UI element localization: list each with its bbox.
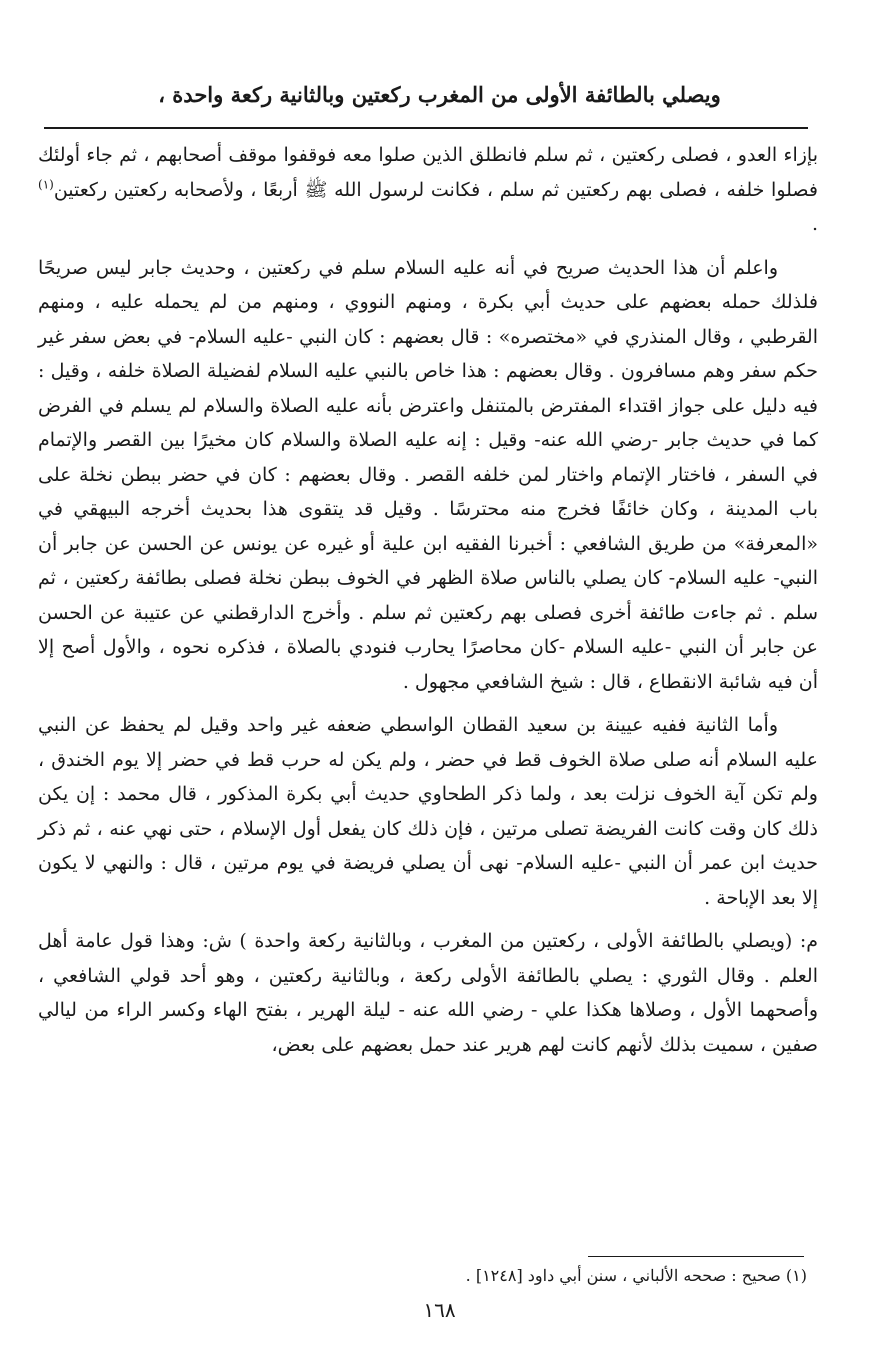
footnote: (١) صحيح : صححه الألباني ، سنن أبي داود [١٢٤٨] .	[465, 1266, 807, 1285]
header-divider	[44, 127, 808, 129]
paragraph-1	[38, 138, 818, 242]
paragraph-4-text: وهذا قول عامة أهل العلم . وقال الثوري : يصلي بالطائفة الأولى ركعة ، وبالثانية ركعتين ، وهو أحد قولي الشافعي ، وأصحهما الأول ، وصلاها هكذا علي - رضي الله عنه - ليلة الهرير ، بفتح الهاء وكسر الراء من ليالي صفين ، سميت بذلك لأنهم كانت لهم هرير عند حمل بعضهم على بعض،	[38, 930, 818, 1056]
footnote-divider	[588, 1256, 804, 1257]
page-number: ١٦٨	[423, 1298, 456, 1322]
body-text	[38, 138, 818, 1062]
paragraph-1-end: .	[811, 213, 818, 235]
paragraph-4	[38, 924, 818, 1062]
paragraph-1-text: بإزاء العدو ، فصلى ركعتين ، ثم سلم فانطلق الذين صلوا معه فوقفوا موقف أصحابهم ، ثم جاء أولئك فصلوا خلفه ، فصلى بهم ركعتين ثم سلم ، فكانت لرسول الله ﷺ أربعًا ، ولأصحابه ركعتين ركعتين	[38, 144, 818, 201]
footnote-reference: (١)	[38, 177, 54, 192]
paragraph-2: واعلم أن هذا الحديث صريح في أنه عليه السلام سلم في ركعتين ، وحديث جابر ليس صريحًا فلذلك حمله بعضهم على حديث أبي بكرة ، ومنهم النووي ، ومنهم من لم يحمله عليه ، ومنهم القرطبي ، وقال المنذري في «مختصره» : قال بعضهم : كان النبي -عليه السلام- في بعض سفر غير حكم سفر وهم مسافرون . وقال بعضهم : هذا خاص بالنبي عليه السلام لفضيلة الصلاة خلفه ، وقيل : فيه دليل على جواز اقتداء المفترض بالمتنفل واعترض بأنه عليه الصلاة والسلام لم يسلم في الفرض كما في حديث جابر -رضي الله عنه- وقيل : إنه عليه الصلاة والسلام كان مخيرًا بين القصر والإتمام في السفر ، فاختار الإتمام واختار لمن خلفه القصر . وقال بعضهم : كان في حضر ببطن نخلة على باب المدينة ، وكان خائفًا فخرج منه محترسًا . وقيل قد يتقوى هذا بحديث أخرجه البيهقي في «المعرفة» من طريق الشافعي : أخبرنا الفقيه ابن علية أو غيره عن يونس عن الحسن عن جابر أن النبي- عليه السلام- كان يصلي بالناس صلاة الظهر في الخوف ببطن نخلة فصلى بطائفة ركعتين ، ثم سلم . ثم جاءت طائفة أخرى فصلى بهم ركعتين ثم سلم . وأخرج الدارقطني عن عتيبة عن الحسن عن جابر أن النبي -عليه السلام -كان محاصرًا يحارب فنودي بالصلاة ، فذكره نحوه ، والأول أصح إلا أن فيه شائبة الانقطاع ، قال : شيخ الشافعي مجهول .	[38, 256, 818, 693]
paragraph-4-lead: م: (ويصلي بالطائفة الأولى ، ركعتين من المغرب ، وبالثانية ركعة واحدة ) ش:	[202, 930, 818, 952]
running-header: ويصلي بالطائفة الأولى من المغرب ركعتين وبالثانية ركعة واحدة ،	[158, 82, 721, 107]
paragraph-3: وأما الثانية ففيه عيينة بن سعيد القطان الواسطي ضعفه غير واحد وقيل لم يحفظ عن النبي عليه السلام أنه صلى صلاة الخوف قط في حضر ، ولم يكن له حرب قط في حضر إلا يوم الخندق ، ولم تكن آية الخوف نزلت بعد ، ولما ذكر الطحاوي حديث أبي بكرة المذكور ، قال محمد : إن يكن ذلك كان وقت كانت الفريضة تصلى مرتين ، فإن ذلك كان يفعل أول الإسلام ، حتى نهي عنه ، ثم ذكر حديث ابن عمر أن النبي -عليه السلام- نهى أن يصلي فريضة في يوم مرتين ، قال : والنهي لا يكون إلا بعد الإباحة .	[38, 714, 818, 909]
